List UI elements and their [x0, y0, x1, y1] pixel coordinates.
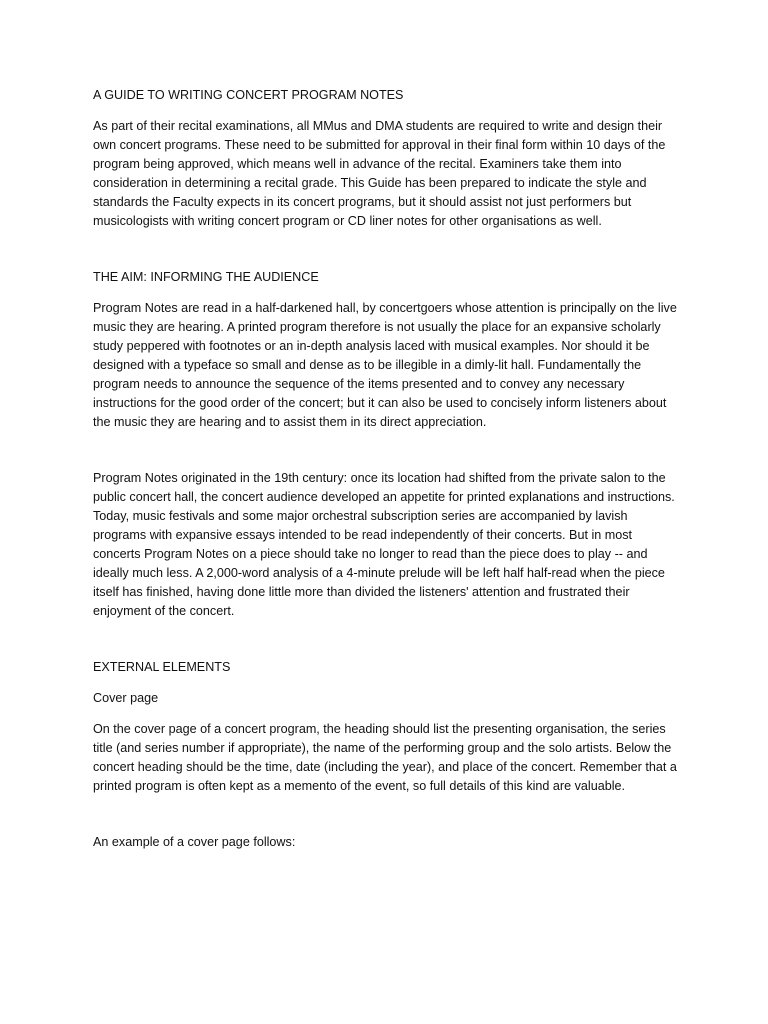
aim-paragraph-1: Program Notes are read in a half-darkened hall, by concertgoers whose attention is principally on the live music they are hearing. A printed program therefore is not usually the place for an expansive scholarly study peppered with footnotes or an in-depth analysis laced with musical examples. Nor should it be designed with a typeface so small and dense as to be illegible in a dimly-lit hall. Fundamentally the program needs to announce the sequence of the items presented and to convey any necessary instructions for the good order of the concert; but it can also be used to concisely inform listeners about the music they are hearing and to assist them in its direct appreciation.	[93, 301, 677, 429]
intro-paragraph: As part of their recital examinations, all MMus and DMA students are required to write and design their own concert programs. These need to be submitted for approval in their final form within 10 days of the program being approved, which means well in advance of the recital. Examiners take them into consideration in determining a recital grade. This Guide has been prepared to indicate the style and standards the Faculty expects in its concert programs, but it should assist not just performers but musicologists with writing concert program or CD liner notes for other organisations as well.	[93, 119, 666, 228]
cover-page-subheading: Cover page	[93, 691, 159, 705]
aim-paragraph-2: Program Notes originated in the 19th century: once its location had shifted from the private salon to the public concert hall, the concert audience developed an appetite for printed explanations and instructions. Today, music festivals and some major orchestral subscription series are accompanied by lavish programs with expansive essays intended to be read independently of their concerts. But in most concerts Program Notes on a piece should take no longer to read than the piece does to play -- and ideally much less. A 2,000-word analysis of a 4-minute prelude will be left half half-read when the piece itself has finished, having done little more than divided the listeners' attention and frustrated their enjoyment of the concert.	[93, 471, 675, 618]
external-elements-heading: EXTERNAL ELEMENTS	[93, 660, 231, 674]
example-intro-line: An example of a cover page follows:	[93, 835, 296, 849]
document-title: A GUIDE TO WRITING CONCERT PROGRAM NOTES	[93, 88, 404, 102]
cover-page-paragraph: On the cover page of a concert program, the heading should list the presenting organisation, the series title (and series number if appropriate), the name of the performing group and the solo artists. Below the concert heading should be the time, date (including the year), and place of the concert. Remember that a printed program is often kept as a memento of the event, so full details of this kind are valuable.	[93, 722, 677, 793]
aim-heading: THE AIM: INFORMING THE AUDIENCE	[93, 270, 319, 284]
document-page	[93, 86, 679, 852]
